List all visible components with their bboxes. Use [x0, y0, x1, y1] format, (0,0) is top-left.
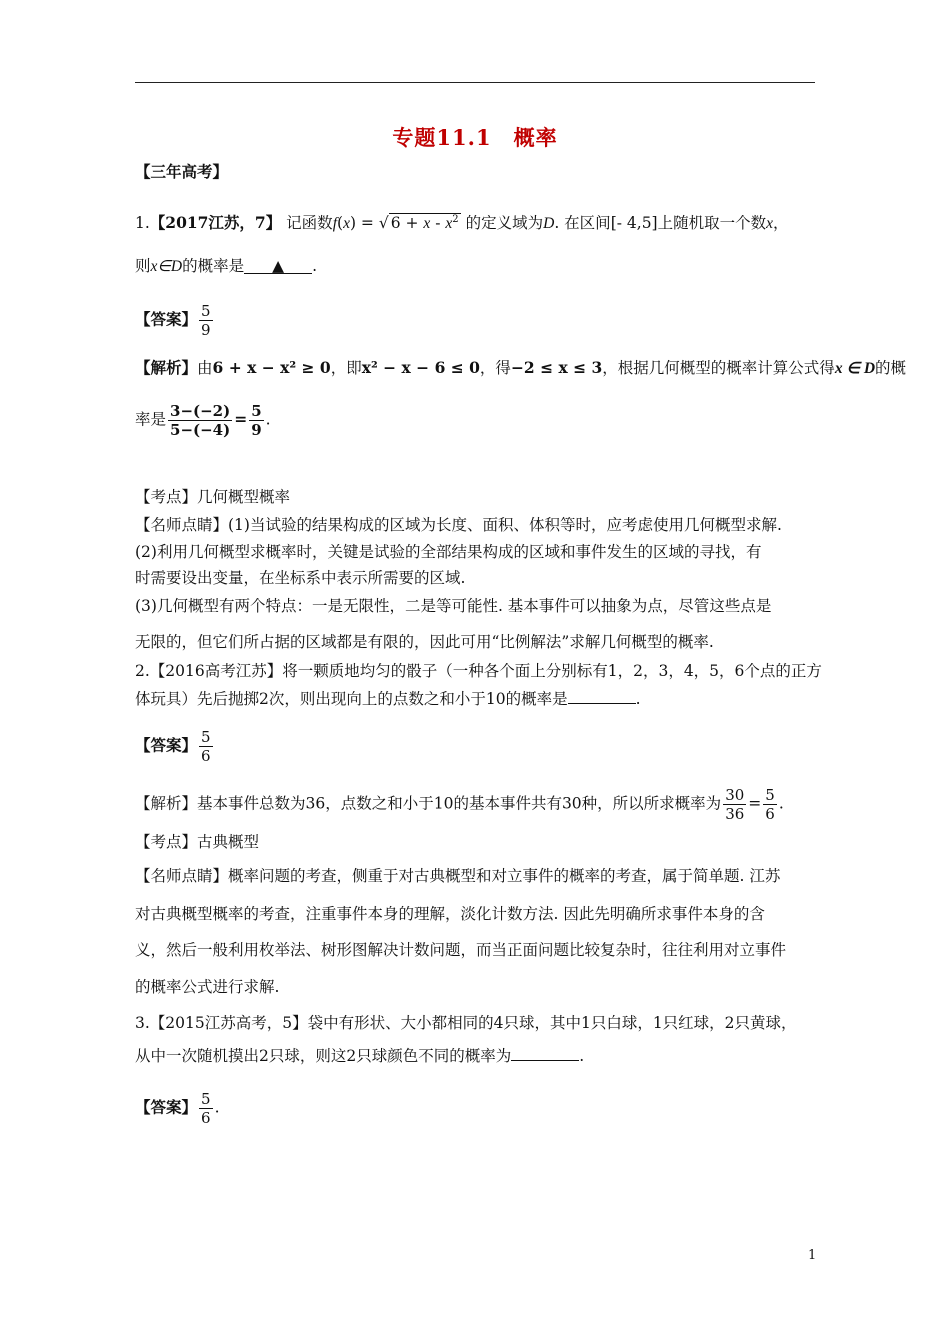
tip-1-line-4: (3)几何概型有两个特点：一是无限性，二是等可能性. 基本事件可以抽象为点，尽管这些点是: [135, 597, 772, 615]
tip-1-line-1: 【名师点睛】(1)当试验的结果构成的区域为长度、面积、体积等时，应考虑使用几何概型求解.: [135, 516, 782, 534]
question-2-line-2: 体玩具）先后抛掷2次，则出现向上的点数之和小于10的概率是 .: [135, 690, 641, 708]
solution-1-line-2: 率是 $\frac{3-(-2)}{5-(-4)}$ = $\frac{5}{9}$ .: [135, 402, 271, 439]
tip-1-line-5: 无限的，但它们所占据的区域都是有限的，因此可用“比例解法”求解几何概型的概率.: [135, 633, 714, 651]
key-point-2: 【考点】古典概型: [135, 833, 260, 851]
tip-2-line-2: 对古典概型概率的考查，注重事件本身的理解，淡化计数方法. 因此先明确所求事件本身的含: [135, 905, 765, 923]
answer-blank: ▲: [244, 259, 312, 274]
answer-3-fraction: $\frac{5}{6}$: [201, 1090, 211, 1127]
key-point-1: 【考点】几何概型概率: [135, 488, 291, 506]
tip-2-line-1: 【名师点睛】概率问题的考查，侧重于对古典概型和对立事件的概率的考查，属于简单题. 江苏: [135, 867, 781, 885]
sqrt-expression: $6 + x - x^2$: [390, 214, 459, 233]
answer-2-fraction: $\frac{5}{6}$: [201, 728, 211, 765]
solution-2: 【解析】基本事件总数为36，点数之和小于10的基本事件共有30种，所以所求概率为 $\frac{30}{36}$ = $\frac{5}{6}$ .: [135, 786, 784, 823]
solution-1-result: $\frac{5}{9}$: [251, 402, 262, 439]
question-3-line-2: 从中一次随机摸出2只球，则这2只球颜色不同的概率为 .: [135, 1047, 585, 1065]
tip-1-line-2: (2)利用几何概型求概率时，关键是试验的全部结果构成的区域和事件发生的区域的寻找，有: [135, 543, 762, 561]
section-heading: 【三年高考】: [135, 162, 229, 181]
answer-1: 【答案】 $\frac{5}{9}$: [135, 302, 211, 339]
tip-2-line-3: 义，然后一般利用枚举法、树形图解决计数问题，而当正面问题比较复杂时，往往利用对立事件: [135, 941, 787, 959]
question-1-line-1: 1.【2017江苏，7】 记函数f(x) = √ $6 + x - x^2$ 的定义域为D. 在区间[- 4,5]上随机取一个数x，: [135, 213, 789, 233]
header-rule: [135, 82, 815, 83]
answer-1-fraction: $\frac{5}{9}$: [201, 302, 211, 339]
solution-1-line-1: 【解析】由6 + x − x² ≥ 0，即x² − x − 6 ≤ 0，得−2 ≤ x ≤ 3，根据几何概型的概率计算公式得x ∈ D的概: [135, 358, 907, 377]
page-title: 专题11.1 概率: [392, 125, 558, 150]
answer-3: 【答案】 $\frac{5}{6}$ .: [135, 1090, 220, 1127]
solution-1-fraction: $\frac{3-(-2)}{5-(-4)}$: [170, 402, 231, 439]
tip-2-line-4: 的概率公式进行求解.: [135, 978, 280, 996]
tip-1-line-3: 时需要设出变量，在坐标系中表示所需要的区域.: [135, 569, 466, 587]
page-number: 1: [808, 1248, 817, 1263]
question-3-line-1: 3.【2015江苏高考，5】袋中有形状、大小都相同的4只球，其中1只白球，1只红球，2只黄球，: [135, 1014, 797, 1032]
question-1-line-2: 则x∈D的概率是 ▲ .: [135, 257, 318, 275]
answer-2: 【答案】 $\frac{5}{6}$: [135, 728, 211, 765]
question-2-line-1: 2.【2016高考江苏】将一颗质地均匀的骰子（一种各个面上分别标有1，2，3，4，5，6个点的正方: [135, 662, 822, 680]
